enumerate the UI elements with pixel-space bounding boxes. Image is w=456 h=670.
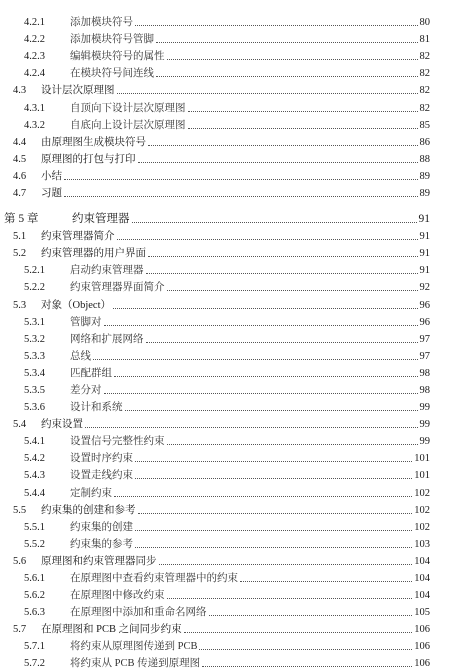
toc-entry-number: 4.6 xyxy=(13,170,27,182)
toc-entry-number: 5.3.4 xyxy=(24,367,45,379)
toc-entry-title: 原理图和约束管理器同步 xyxy=(41,555,157,567)
toc-entry[interactable] xyxy=(0,260,456,277)
toc-entry-title: 由原理图生成模块符号 xyxy=(41,136,146,148)
toc-entry-page: 82 xyxy=(419,85,430,97)
toc-entry-page: 96 xyxy=(419,316,430,328)
toc-entry-title: 在模块符号间连线 xyxy=(70,68,154,80)
toc-entry[interactable] xyxy=(0,329,456,346)
toc-entry-number: 5.6 xyxy=(13,555,27,567)
toc-entry[interactable] xyxy=(0,619,456,636)
toc-entry[interactable] xyxy=(0,294,456,311)
toc-entry-number: 5.7 xyxy=(13,624,27,636)
dot-leader xyxy=(114,496,412,497)
toc-entry-number: 5.3 xyxy=(13,299,27,311)
toc-entry-page: 80 xyxy=(419,17,430,29)
toc-entry[interactable] xyxy=(0,149,456,166)
toc-entry-page: 106 xyxy=(414,641,430,653)
toc-entry[interactable] xyxy=(0,380,456,397)
toc-entry-title: 匹配群组 xyxy=(70,367,112,379)
dot-leader xyxy=(146,273,418,274)
toc-entry[interactable] xyxy=(0,448,456,465)
toc-entry[interactable] xyxy=(0,80,456,97)
toc-entry-title: 约束集的创建 xyxy=(70,521,133,533)
toc-entry[interactable] xyxy=(0,97,456,114)
toc-entry-page: 97 xyxy=(419,333,430,345)
toc-entry[interactable] xyxy=(0,431,456,448)
toc-entry-number: 5.3.5 xyxy=(24,384,45,396)
dot-leader xyxy=(209,615,413,616)
toc-entry-page: 91 xyxy=(419,231,430,243)
dot-leader xyxy=(167,598,413,599)
toc-entry[interactable] xyxy=(0,602,456,619)
toc-entry[interactable] xyxy=(0,29,456,46)
dot-leader xyxy=(135,461,412,462)
dot-leader xyxy=(199,649,412,650)
toc-entry-title: 设置走线约束 xyxy=(70,470,133,482)
toc-entry[interactable] xyxy=(0,414,456,431)
toc-entry-number: 5.3.1 xyxy=(24,316,45,328)
toc-entry-page: 98 xyxy=(419,367,430,379)
toc-entry-title: 将约束从原理图传递到 PCB xyxy=(70,641,198,653)
toc-entry-page: 92 xyxy=(419,282,430,294)
toc-entry-number: 4.7 xyxy=(13,188,27,200)
toc-entry-title: 设置时序约束 xyxy=(70,453,133,465)
toc-entry-title: 对象（Object） xyxy=(41,299,111,311)
toc-entry-number: 第 5 章 xyxy=(4,213,39,226)
toc-entry-title: 在原理图中查看约束管理器中的约束 xyxy=(70,573,238,584)
toc-entry-number: 4.4 xyxy=(13,136,27,148)
toc-entry[interactable] xyxy=(0,200,456,226)
toc-entry-number: 5.6.1 xyxy=(24,573,45,584)
toc-entry[interactable] xyxy=(0,397,456,414)
toc-entry-title: 差分对 xyxy=(70,384,102,396)
toc-entry-number: 4.3.2 xyxy=(24,119,45,131)
toc-entry-title: 设计层次原理图 xyxy=(41,85,115,97)
toc-entry-title: 管脚对 xyxy=(70,316,102,328)
toc-entry-page: 82 xyxy=(419,68,430,80)
dot-leader xyxy=(64,196,418,197)
toc-entry[interactable] xyxy=(0,132,456,149)
toc-entry[interactable] xyxy=(0,277,456,294)
toc-entry-page: 106 xyxy=(414,658,430,670)
toc-entry-title: 设计和系统 xyxy=(70,402,123,414)
toc-entry-title: 编辑模块符号的属性 xyxy=(70,51,165,63)
dot-leader xyxy=(148,256,418,257)
toc-entry-page: 106 xyxy=(414,624,430,636)
dot-leader xyxy=(167,444,418,445)
toc-entry-page: 99 xyxy=(419,436,430,448)
toc-entry-page: 101 xyxy=(414,470,430,482)
toc-entry[interactable] xyxy=(0,166,456,183)
toc-entry-title: 约束管理器界面简介 xyxy=(70,282,165,294)
toc-entry-number: 5.3.3 xyxy=(24,350,45,362)
toc-entry-title: 约束管理器的用户界面 xyxy=(41,248,146,260)
dot-leader xyxy=(64,179,418,180)
dot-leader xyxy=(156,76,418,77)
dot-leader xyxy=(188,128,418,129)
toc-entry[interactable] xyxy=(0,534,456,551)
toc-entry-title: 添加模块符号管脚 xyxy=(70,34,154,46)
toc-entry-number: 5.4.1 xyxy=(24,436,45,448)
toc-entry-page: 102 xyxy=(414,504,430,516)
toc-entry[interactable] xyxy=(0,346,456,363)
toc-entry-title: 网络和扩展网络 xyxy=(70,333,144,345)
toc-entry-number: 5.4.3 xyxy=(24,470,45,482)
toc-entry-title: 添加模块符号 xyxy=(70,17,133,29)
dot-leader xyxy=(104,393,418,394)
toc-entry-number: 4.2.2 xyxy=(24,34,45,46)
toc-entry-page: 91 xyxy=(419,265,430,277)
toc-entry-page: 104 xyxy=(414,555,430,567)
toc-entry-number: 5.6.3 xyxy=(24,607,45,619)
dot-leader xyxy=(125,410,418,411)
toc-entry-page: 97 xyxy=(419,350,430,362)
toc-entry-page: 81 xyxy=(419,34,430,46)
toc-entry-number: 5.7.1 xyxy=(24,641,45,653)
toc-entry-title: 约束集的创建和参考 xyxy=(41,504,136,516)
toc-entry[interactable] xyxy=(0,312,456,329)
toc-entry[interactable] xyxy=(0,465,456,482)
toc-entry[interactable] xyxy=(0,551,456,568)
toc-entry[interactable] xyxy=(0,12,456,29)
dot-leader xyxy=(114,376,418,377)
dot-leader xyxy=(167,59,418,60)
toc-entry-page: 102 xyxy=(414,521,430,533)
dot-leader xyxy=(135,478,412,479)
toc-entry-page: 85 xyxy=(419,119,430,131)
dot-leader xyxy=(156,42,418,43)
toc-entry-title: 原理图的打包与打印 xyxy=(41,153,136,165)
toc-entry[interactable] xyxy=(0,363,456,380)
toc-entry-number: 5.5.2 xyxy=(24,538,45,550)
toc-entry-title: 将约束从 PCB 传递到原理图 xyxy=(70,658,201,670)
toc-entry-title: 约束设置 xyxy=(41,419,83,431)
toc-entry-page: 104 xyxy=(414,573,430,584)
toc-entry[interactable] xyxy=(0,568,456,585)
toc-entry-page: 99 xyxy=(419,419,430,431)
toc-entry-number: 5.5 xyxy=(13,504,27,516)
toc-entry-number: 4.3.1 xyxy=(24,102,45,114)
toc-entry-title: 习题 xyxy=(41,188,62,200)
toc-entry-title: 启动约束管理器 xyxy=(70,265,144,277)
toc-entry-page: 88 xyxy=(419,153,430,165)
toc-entry-number: 5.2.2 xyxy=(24,282,45,294)
dot-leader xyxy=(240,581,412,582)
dot-leader xyxy=(117,93,418,94)
dot-leader xyxy=(148,145,418,146)
dot-leader xyxy=(159,564,413,565)
toc-entry[interactable] xyxy=(0,636,456,653)
dot-leader xyxy=(167,290,418,291)
toc-entry-number: 5.1 xyxy=(13,231,27,243)
toc-entry-page: 105 xyxy=(414,607,430,619)
dot-leader xyxy=(132,222,417,223)
dot-leader xyxy=(138,162,418,163)
toc-entry-page: 89 xyxy=(419,170,430,182)
toc-entry-title: 自底向上设计层次原理图 xyxy=(70,119,186,131)
toc-entry-page: 103 xyxy=(414,538,430,550)
dot-leader xyxy=(135,25,418,26)
dot-leader xyxy=(104,325,418,326)
toc-entry-page: 98 xyxy=(419,384,430,396)
toc-entry[interactable] xyxy=(0,183,456,200)
toc-entry-title: 约束管理器简介 xyxy=(41,231,115,243)
toc-entry[interactable] xyxy=(0,517,456,534)
toc-entry-number: 5.4 xyxy=(13,419,27,431)
toc-entry-number: 5.3.6 xyxy=(24,402,45,414)
toc-entry-title: 小结 xyxy=(41,170,62,182)
dot-leader xyxy=(85,427,418,428)
toc-entry[interactable] xyxy=(0,482,456,499)
toc-entry[interactable] xyxy=(0,500,456,517)
toc-entry-page: 91 xyxy=(419,248,430,260)
dot-leader xyxy=(138,513,413,514)
toc-entry-title: 定制约束 xyxy=(70,487,112,499)
toc-entry-number: 5.2.1 xyxy=(24,265,45,277)
toc-entry-page: 82 xyxy=(419,51,430,63)
toc-entry-number: 5.4.2 xyxy=(24,453,45,465)
toc-entry[interactable] xyxy=(0,585,456,602)
toc-entry-page: 99 xyxy=(419,402,430,414)
toc-entry-page: 96 xyxy=(419,299,430,311)
toc-entry-number: 5.5.1 xyxy=(24,521,45,533)
toc-entry-number: 5.4.4 xyxy=(24,487,45,499)
toc-entry-number: 4.3 xyxy=(13,85,27,97)
toc-entry-number: 5.2 xyxy=(13,248,27,260)
toc-entry[interactable] xyxy=(0,63,456,80)
toc-entry-number: 4.2.4 xyxy=(24,68,45,80)
toc-entry-title: 约束集的参考 xyxy=(70,538,133,550)
toc-entry-title: 设置信号完整性约束 xyxy=(70,436,165,448)
dot-leader xyxy=(202,666,412,667)
toc-entry-title: 在原理图中修改约束 xyxy=(70,590,165,602)
toc-entry[interactable] xyxy=(0,653,456,670)
toc-entry-number: 4.2.3 xyxy=(24,51,45,63)
toc-entry-number: 4.5 xyxy=(13,153,27,165)
toc-entry-page: 101 xyxy=(414,453,430,465)
toc-entry-title: 自顶向下设计层次原理图 xyxy=(70,102,186,114)
toc-entry-title: 约束管理器 xyxy=(72,213,130,226)
toc-entry[interactable] xyxy=(0,226,456,243)
toc-entry-page: 86 xyxy=(419,136,430,148)
toc-entry-title: 在原理图和 PCB 之间同步约束 xyxy=(41,624,182,636)
toc-entry-title: 在原理图中添加和重命名网络 xyxy=(70,607,207,619)
dot-leader xyxy=(93,359,418,360)
dot-leader xyxy=(135,547,412,548)
toc-entry-page: 102 xyxy=(414,487,430,499)
toc-entry-page: 82 xyxy=(419,102,430,114)
toc-entry-page: 91 xyxy=(418,213,430,226)
toc-entry[interactable] xyxy=(0,46,456,63)
dot-leader xyxy=(113,308,418,309)
toc-entry-page: 104 xyxy=(414,590,430,602)
toc-entry-title: 总线 xyxy=(70,350,91,362)
dot-leader xyxy=(188,111,418,112)
dot-leader xyxy=(117,239,418,240)
dot-leader xyxy=(146,342,418,343)
toc-entry-page: 89 xyxy=(419,188,430,200)
toc-entry-number: 5.3.2 xyxy=(24,333,45,345)
toc-entry[interactable] xyxy=(0,115,456,132)
dot-leader xyxy=(135,530,412,531)
toc-entry-number: 4.2.1 xyxy=(24,17,45,29)
toc-entry-number: 5.6.2 xyxy=(24,590,45,602)
toc-entry-number: 5.7.2 xyxy=(24,658,45,670)
toc-entry[interactable] xyxy=(0,243,456,260)
